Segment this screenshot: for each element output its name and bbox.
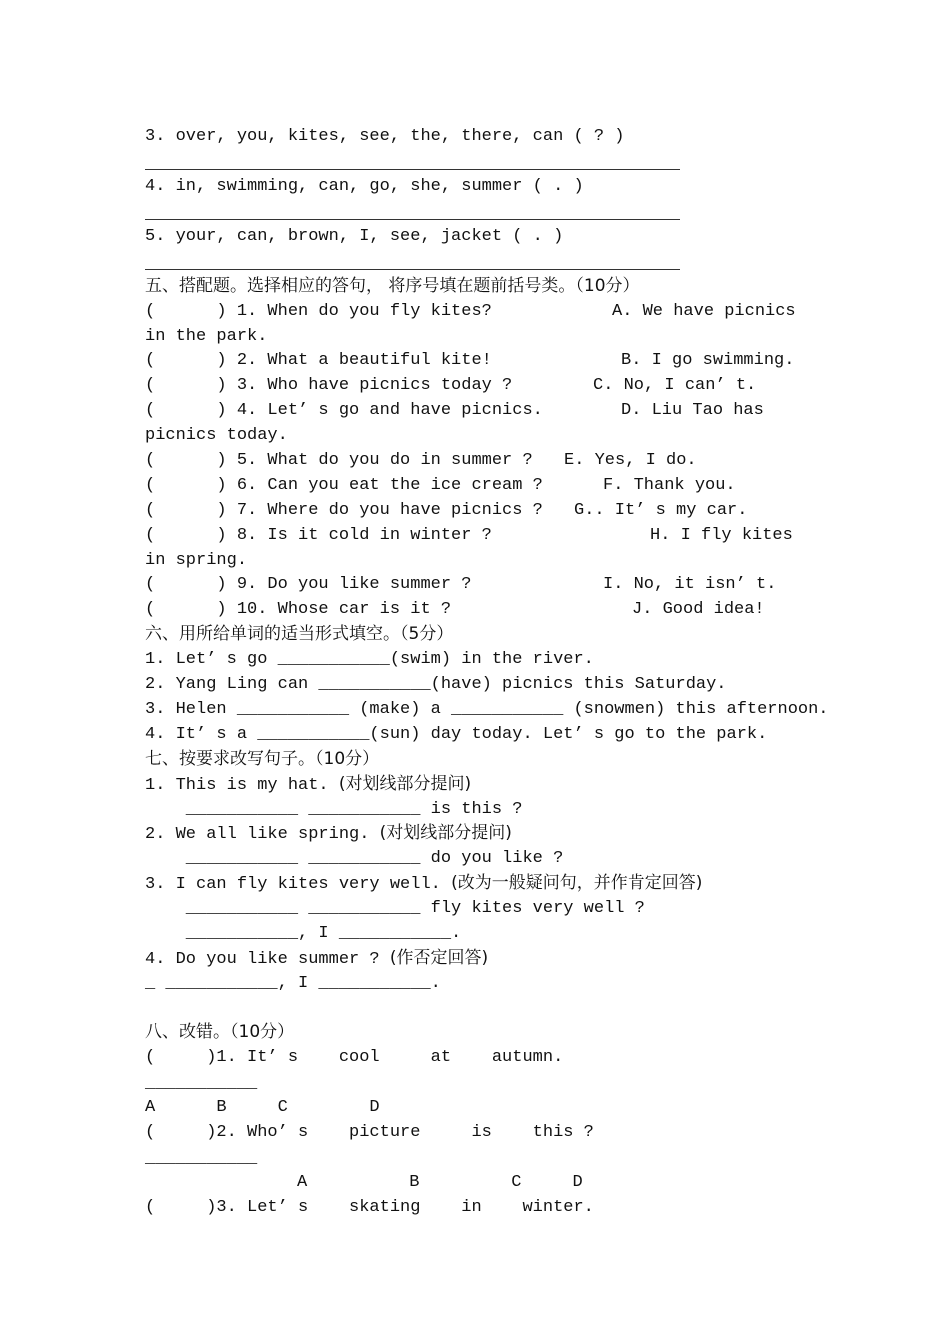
rewrite-instruction: (作否定回答) [389,948,489,968]
reorder-item-5: 5. your, can, brown, I, see, jacket ( . ) [145,227,564,246]
rewrite-answer-line: ___________ ___________ do you like ? [145,849,564,868]
match-answer-b: B. I go swimming. [621,351,795,370]
error-item-2: ( )2. Who’ s picture is this ? [145,1123,594,1142]
error-blank: ___________ [145,1149,258,1168]
answer-line [145,269,680,270]
rewrite-item-2 [145,822,512,846]
error-item-1: ( )1. It’ s cool at autumn. [145,1048,564,1067]
rewrite-instruction: (对划线部分提问) [379,823,512,843]
match-answer-a: A. We have picnics [612,302,796,321]
match-answer-e: E. Yes, I do. [564,451,697,470]
match-question-2: ( ) 2. What a beautiful kite! [145,351,492,370]
match-question-9: ( ) 9. Do you like summer ? [145,575,472,594]
match-answer-wrap: picnics today. [145,426,288,445]
match-answer-wrap: in spring. [145,551,248,570]
match-question-1: ( ) 1. When do you fly kites? [145,302,492,321]
fill-item-2: 2. Yang Ling can ___________(have) picnics this Saturday. [145,675,727,694]
rewrite-sentence: 4. Do you like summer ? [145,950,390,969]
rewrite-answer-line: ___________, I ___________. [145,924,462,943]
section-5-heading: 五、搭配题。选择相应的答句， 将序号填在题前括号类。（10分） [145,276,640,296]
match-question-8: ( ) 8. Is it cold in winter ? [145,526,492,545]
rewrite-answer-line: _ ___________, I ___________. [145,974,441,993]
rewrite-item-3 [145,872,702,896]
answer-line [145,219,680,220]
match-question-7: ( ) 7. Where do you have picnics ? [145,501,543,520]
rewrite-instruction: (改为一般疑问句，并作肯定回答) [451,873,703,893]
match-answer-i: I. No, it isn’ t. [603,575,777,594]
rewrite-answer-line: ___________ ___________ fly kites very well ? [145,899,645,918]
rewrite-sentence: 2. We all like spring. [145,825,380,844]
error-labels-2: A B C D [297,1173,583,1192]
match-question-5: ( ) 5. What do you do in summer ? [145,451,533,470]
rewrite-answer-line: ___________ ___________ is this ? [145,800,523,819]
match-question-10: ( ) 10. Whose car is it ? [145,600,452,619]
rewrite-sentence: 1. This is my hat. [145,776,339,795]
error-item-3: ( )3. Let’ s skating in winter. [145,1198,594,1217]
match-answer-f: F. Thank you. [603,476,736,495]
fill-item-4: 4. It’ s a ___________(sun) day today. Let’ s go to the park. [145,725,768,744]
fill-item-3: 3. Helen ___________ (make) a ___________ (snowmen) this afternoon. [145,700,829,719]
rewrite-item-1 [145,773,471,797]
match-answer-d: D. Liu Tao has [621,401,764,420]
match-answer-g: G.. It’ s my car. [574,501,748,520]
rewrite-item-4 [145,947,488,971]
section-7-heading: 七、按要求改写句子。（10分） [145,749,380,769]
answer-line [145,169,680,170]
section-8-heading: 八、改错。（10分） [145,1022,295,1042]
match-question-4: ( ) 4. Let’ s go and have picnics. [145,401,543,420]
match-answer-j: J. Good idea! [632,600,765,619]
fill-item-1: 1. Let’ s go ___________(swim) in the river. [145,650,594,669]
match-question-3: ( ) 3. Who have picnics today ? [145,376,513,395]
match-answer-c: C. No, I can’ t. [593,376,757,395]
reorder-item-3: 3. over, you, kites, see, the, there, can ( ? ) [145,127,625,146]
rewrite-instruction: (对划线部分提问) [338,774,472,794]
error-labels-1: A B C D [145,1098,380,1117]
match-question-6: ( ) 6. Can you eat the ice cream ? [145,476,543,495]
match-answer-wrap: in the park. [145,327,268,346]
section-6-heading: 六、用所给单词的适当形式填空。（5分） [145,624,454,644]
error-blank: ___________ [145,1074,258,1093]
match-answer-h: H. I fly kites [650,526,793,545]
reorder-item-4: 4. in, swimming, can, go, she, summer ( . ) [145,177,584,196]
rewrite-sentence: 3. I can fly kites very well. [145,875,452,894]
